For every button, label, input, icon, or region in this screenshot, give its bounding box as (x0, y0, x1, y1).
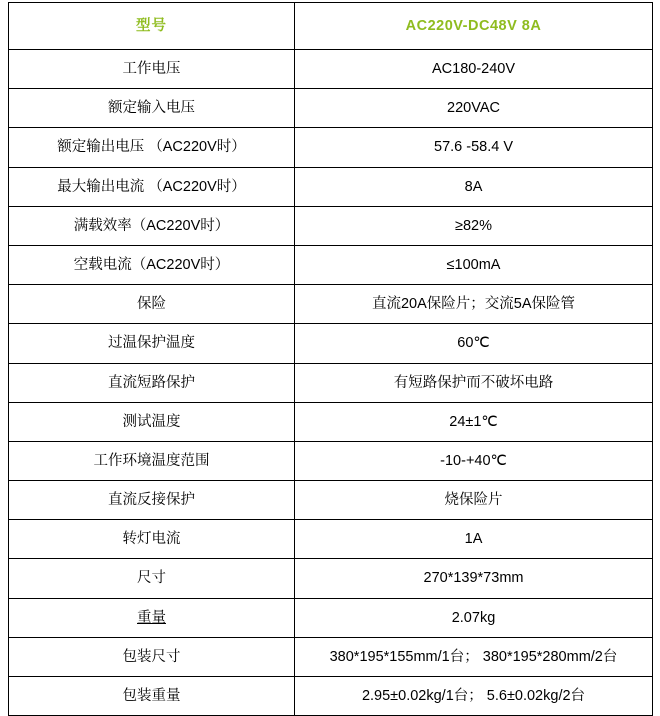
row-value: 60℃ (295, 324, 653, 363)
row-value: 1A (295, 520, 653, 559)
row-label: 过温保护温度 (9, 324, 295, 363)
row-label: 最大输出电流 （AC220V时） (9, 167, 295, 206)
table-row (9, 245, 653, 284)
table-row (9, 206, 653, 245)
table-row (9, 167, 653, 206)
row-label: 工作电压 (9, 50, 295, 89)
header-label-cell: 型号 (9, 3, 295, 50)
table-row (9, 128, 653, 167)
table-row (9, 89, 653, 128)
row-value: 8A (295, 167, 653, 206)
table-row (9, 677, 653, 716)
table-row (9, 402, 653, 441)
row-value: 2.95±0.02kg/1台； 5.6±0.02kg/2台 (295, 677, 653, 716)
row-label (9, 598, 295, 637)
row-label: 转灯电流 (9, 520, 295, 559)
row-value: AC180-240V (295, 50, 653, 89)
row-label: 满载效率（AC220V时） (9, 206, 295, 245)
row-label-text: 重量 (137, 609, 166, 626)
row-value: 57.6 -58.4 V (295, 128, 653, 167)
table-row (9, 363, 653, 402)
table-row (9, 441, 653, 480)
row-label: 包装重量 (9, 677, 295, 716)
row-value: ≤100mA (295, 245, 653, 284)
row-label: 直流反接保护 (9, 481, 295, 520)
table-row (9, 559, 653, 598)
row-label: 尺寸 (9, 559, 295, 598)
row-value: 380*195*155mm/1台； 380*195*280mm/2台 (295, 637, 653, 676)
table-row (9, 637, 653, 676)
row-value: ≥82% (295, 206, 653, 245)
specification-table (8, 2, 653, 716)
table-row (9, 324, 653, 363)
table-row (9, 598, 653, 637)
row-label: 工作环境温度范围 (9, 441, 295, 480)
row-value: 烧保险片 (295, 481, 653, 520)
table-row (9, 520, 653, 559)
row-value: 直流20A保险片；交流5A保险管 (295, 285, 653, 324)
row-label: 额定输出电压 （AC220V时） (9, 128, 295, 167)
row-value: 有短路保护而不破坏电路 (295, 363, 653, 402)
table-row (9, 285, 653, 324)
row-label: 直流短路保护 (9, 363, 295, 402)
row-value: 24±1℃ (295, 402, 653, 441)
row-label: 额定输入电压 (9, 89, 295, 128)
row-label: 空载电流（AC220V时） (9, 245, 295, 284)
row-label: 包装尺寸 (9, 637, 295, 676)
row-value: 270*139*73mm (295, 559, 653, 598)
row-value: 2.07kg (295, 598, 653, 637)
row-value: 220VAC (295, 89, 653, 128)
row-value: -10-+40℃ (295, 441, 653, 480)
row-label: 保险 (9, 285, 295, 324)
row-label: 测试温度 (9, 402, 295, 441)
table-header-row (9, 3, 653, 50)
spec-sheet (0, 2, 660, 704)
header-value-cell: AC220V-DC48V 8A (295, 3, 653, 50)
table-row (9, 50, 653, 89)
table-row (9, 481, 653, 520)
table-body (9, 3, 653, 716)
